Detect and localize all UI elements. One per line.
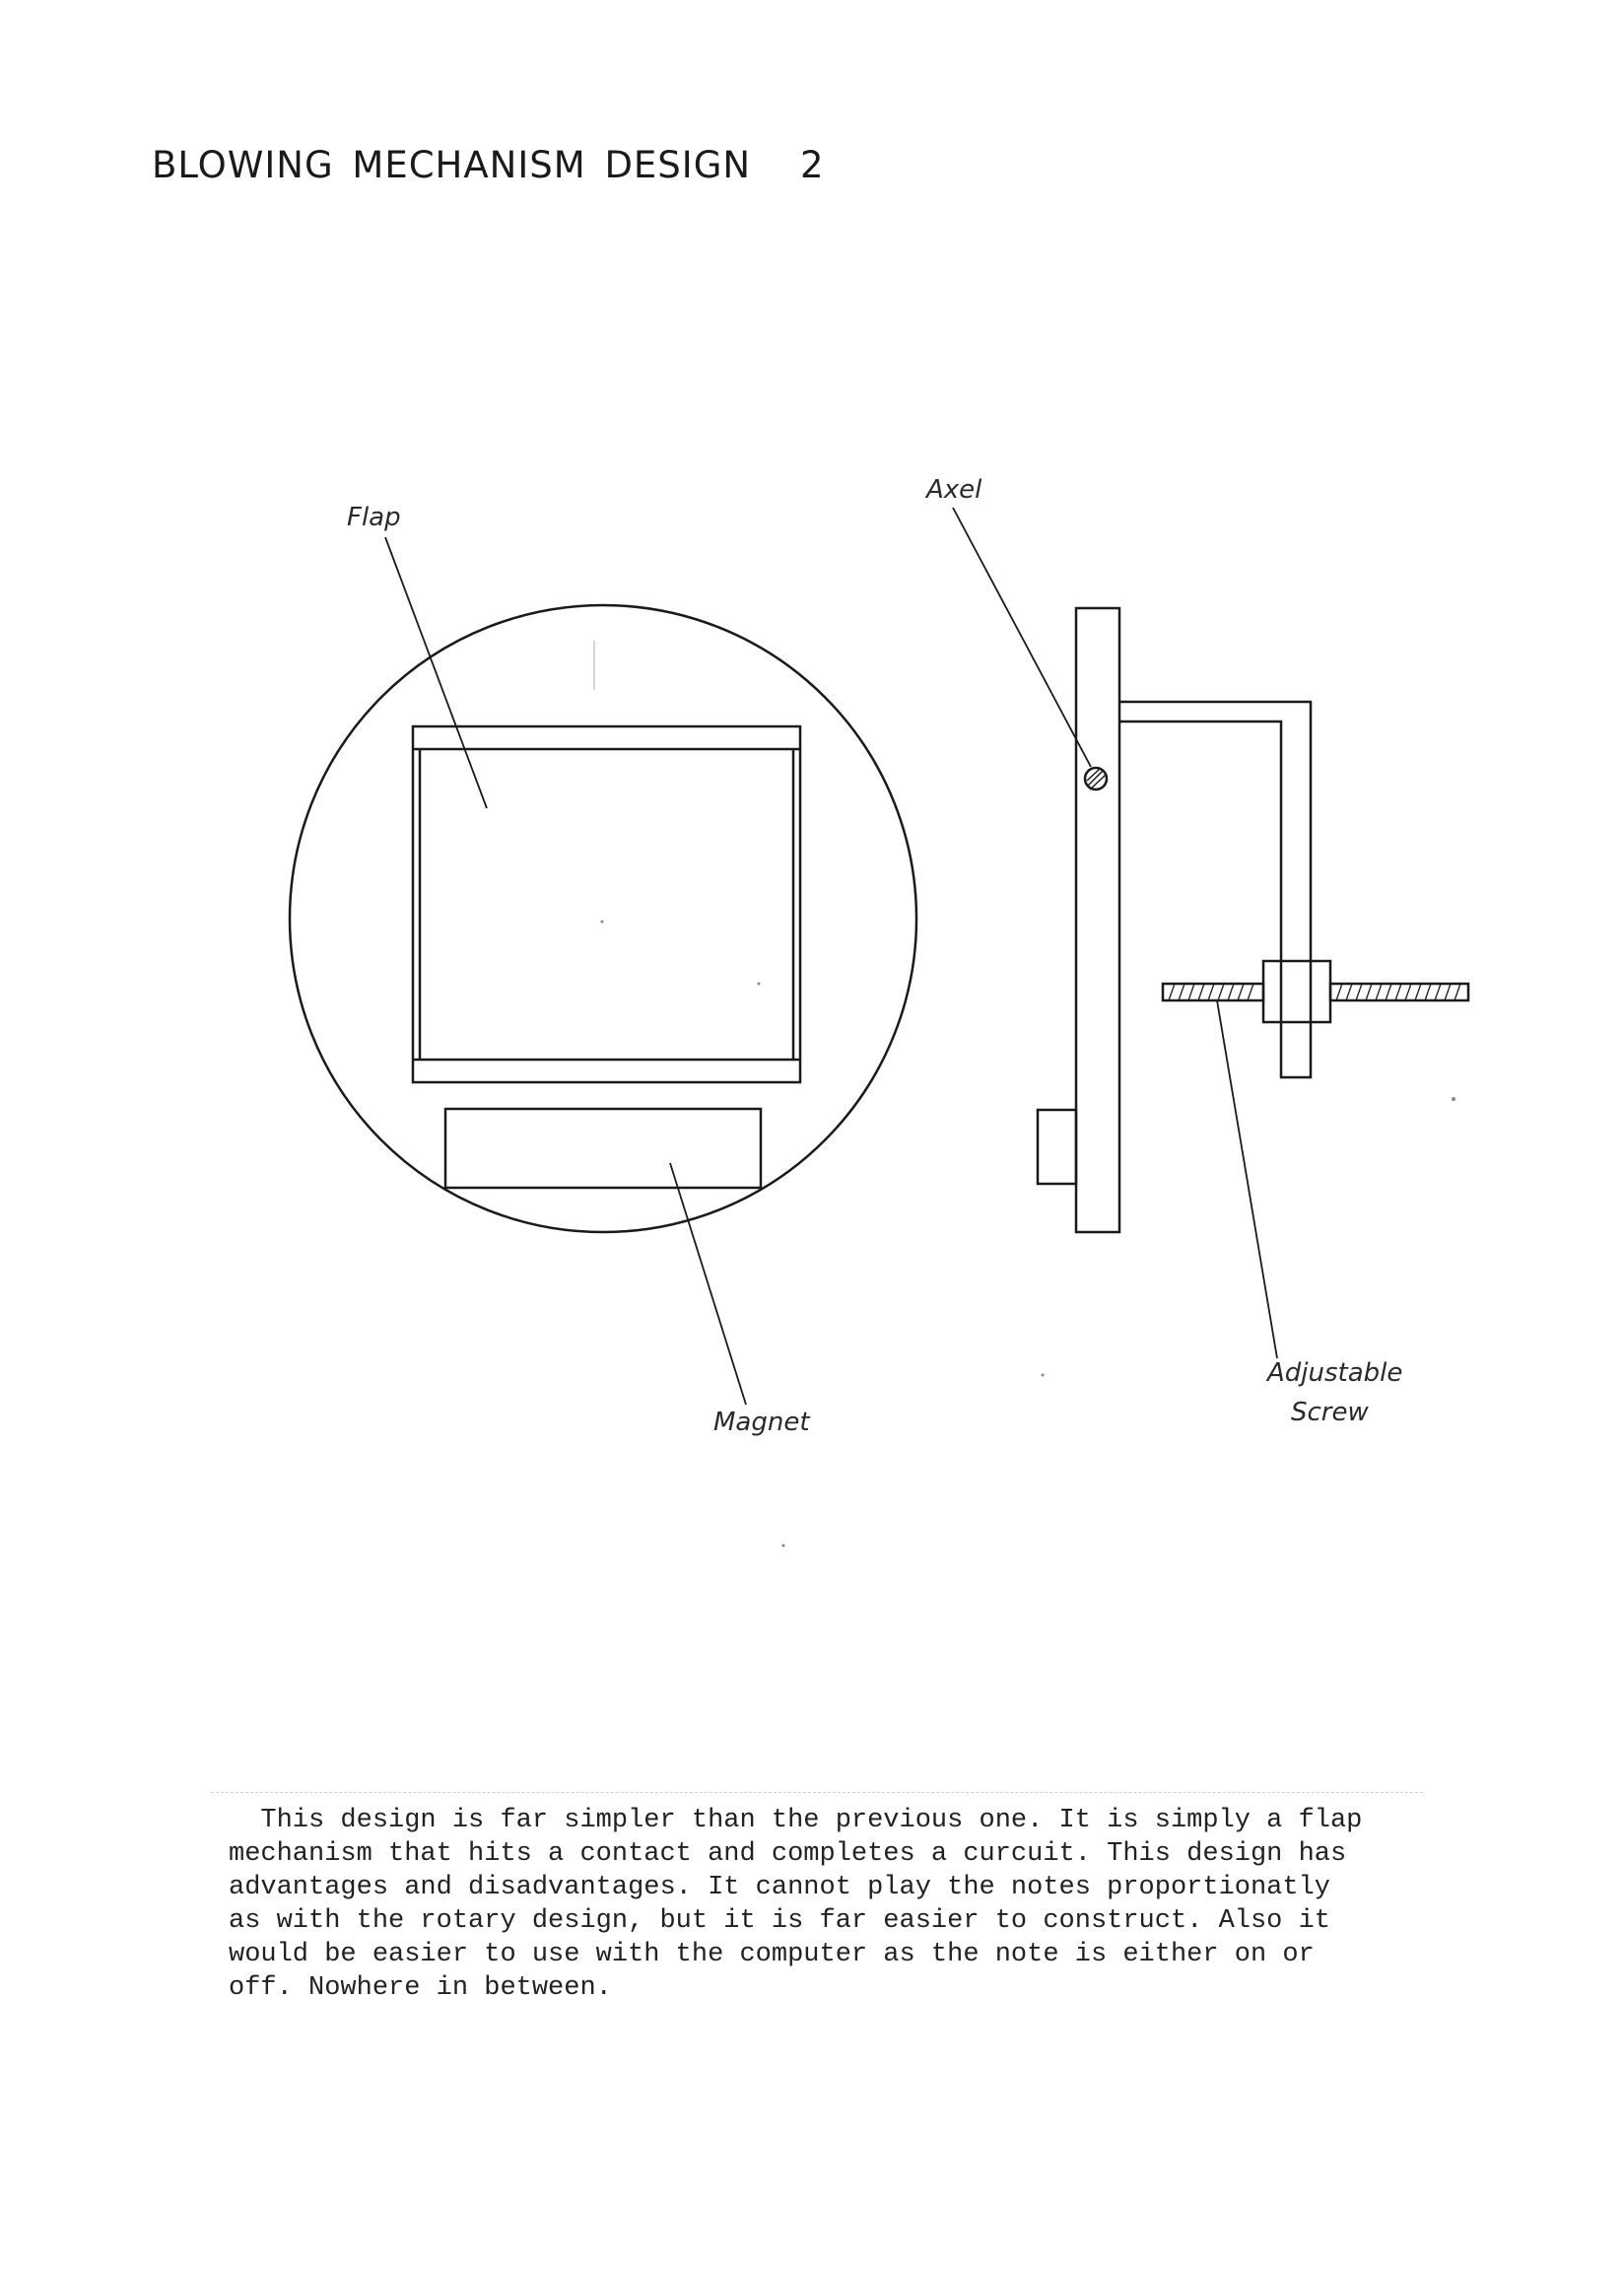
paper-specks bbox=[601, 921, 1456, 1548]
axel-label: Axel bbox=[926, 475, 982, 505]
adjustable-screw-label-line2: Screw bbox=[1291, 1398, 1369, 1427]
magnet-leader-line bbox=[670, 1163, 746, 1405]
back-stop bbox=[1038, 1110, 1076, 1184]
text-separator bbox=[211, 1792, 1423, 1793]
housing-circle bbox=[290, 605, 916, 1232]
description-line: as with the rotary design, but it is far easier to construct. Also it bbox=[229, 1906, 1330, 1936]
description-paragraph bbox=[229, 1804, 1441, 2005]
screw-leader-line bbox=[1217, 1000, 1277, 1358]
axel-leader-line bbox=[953, 508, 1091, 767]
description-line: advantages and disadvantages. It cannot play the notes proportionatly bbox=[229, 1873, 1330, 1902]
flap-label: Flap bbox=[347, 503, 401, 532]
description-line: off. Nowhere in between. bbox=[229, 1973, 612, 2003]
magnet-label: Magnet bbox=[713, 1408, 810, 1437]
description-line: would be easier to use with the computer as the note is either on or bbox=[229, 1940, 1315, 1969]
page-title: BLOWING MECHANISM DESIGN bbox=[152, 144, 752, 186]
screw-threads bbox=[1169, 984, 1460, 1000]
flap-outer bbox=[413, 726, 800, 1082]
screw-nut bbox=[1263, 961, 1330, 1022]
page-number: 2 bbox=[800, 144, 824, 186]
adjustable-screw-label-line1: Adjustable bbox=[1267, 1358, 1403, 1388]
description-line: mechanism that hits a contact and completes a curcuit. This design has bbox=[229, 1839, 1347, 1869]
flap-leader-line bbox=[385, 537, 487, 808]
magnet bbox=[445, 1109, 761, 1188]
side-plate bbox=[1076, 608, 1119, 1232]
description-line: This design is far simpler than the previous one. It is simply a flap bbox=[229, 1806, 1363, 1835]
